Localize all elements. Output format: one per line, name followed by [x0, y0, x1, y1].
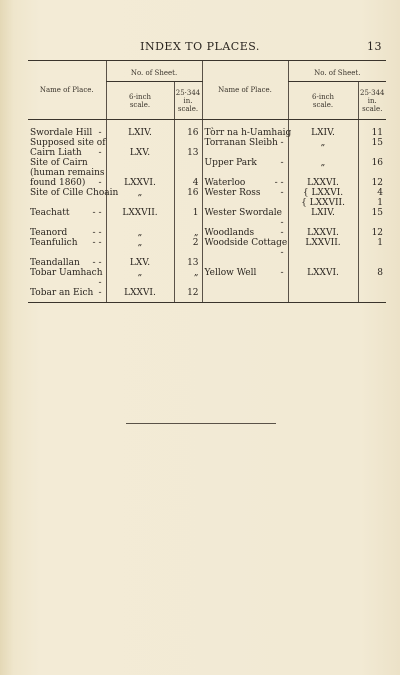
sheet-25inch-left-text: 16 — [187, 187, 199, 198]
sheet-25inch-right-text: 12 — [371, 227, 384, 238]
sheet-25inch-left-text: „ — [193, 267, 199, 278]
sheet-6inch-right-text: „ — [320, 137, 326, 148]
sheet-25inch-left-text: 2 — [192, 237, 199, 248]
table-row — [28, 148, 386, 158]
sheet-6inch-right-text: { LXXVI. — [302, 187, 344, 198]
place-name-right — [202, 288, 288, 298]
sheet-25inch-left — [174, 208, 202, 228]
place-name-left-text: Tobar Uamhach — [30, 267, 103, 278]
sheet-6inch-left-text: „ — [137, 227, 143, 238]
sheet-25inch-left — [174, 238, 202, 258]
header-25inch-right: 25·344 in. scale. — [358, 82, 386, 120]
place-name-left — [28, 148, 106, 158]
sheet-25inch-left-text: 13 — [187, 147, 199, 158]
sheet-25inch-left-text: „ — [193, 227, 199, 238]
table-row — [28, 268, 386, 288]
place-name-right-text: Tòrr na h-Uamhaig — [204, 127, 292, 138]
sheet-25inch-left — [174, 198, 202, 208]
place-name-left — [28, 238, 106, 258]
sheet-25inch-right — [358, 268, 386, 288]
section-divider — [126, 423, 276, 424]
sheet-25inch-left — [174, 128, 202, 138]
place-name-right — [202, 258, 288, 268]
sheet-6inch-left — [106, 268, 174, 288]
page-title: INDEX TO PLACES. — [140, 40, 260, 53]
sheet-25inch-right — [358, 288, 386, 298]
sheet-25inch-right — [358, 228, 386, 238]
leader-dashes: - — [98, 177, 102, 188]
leader-dashes: - — [98, 127, 102, 138]
table-row — [28, 128, 386, 138]
sheet-6inch-left — [106, 228, 174, 238]
sheet-6inch-left — [106, 198, 174, 208]
sheet-6inch-left — [106, 258, 174, 268]
place-name-right-text: Waterloo — [204, 177, 246, 188]
leader-dashes: - - — [92, 257, 102, 268]
sheet-25inch-right — [358, 198, 386, 208]
table-row — [28, 198, 386, 208]
table-row — [28, 258, 386, 268]
place-name-right-text: Upper Park — [204, 157, 257, 168]
sheet-6inch-left-text: „ — [137, 237, 143, 248]
index-table — [28, 60, 386, 303]
sheet-6inch-left-text: LXXVI. — [124, 287, 156, 298]
sheet-25inch-right — [358, 178, 386, 188]
sheet-25inch-left-text: 16 — [187, 127, 199, 138]
sheet-25inch-right-text: 16 — [371, 157, 384, 168]
sheet-6inch-right — [288, 158, 358, 168]
sheet-6inch-right — [288, 238, 358, 258]
place-name-left-text: Supposed site of — [30, 137, 106, 148]
place-name-left-text: Teanord — [30, 227, 68, 238]
sheet-25inch-right-text: 15 — [371, 207, 384, 218]
table-row — [28, 138, 386, 148]
sheet-6inch-right — [288, 208, 358, 228]
table-row — [28, 188, 386, 198]
place-name-left — [28, 288, 106, 298]
sheet-6inch-right — [288, 148, 358, 158]
sheet-6inch-right — [288, 268, 358, 288]
leader-dashes: - — [280, 227, 284, 238]
sheet-6inch-right — [288, 188, 358, 198]
sheet-6inch-left — [106, 158, 174, 168]
sheet-25inch-left — [174, 188, 202, 198]
place-name-left-text: Site of Cairn — [30, 157, 88, 168]
place-name-right — [202, 238, 288, 258]
place-name-left-text: Site of Cille Choain — [30, 187, 119, 198]
leader-dashes: - — [98, 277, 102, 288]
sheet-6inch-right-text: LXIV. — [311, 207, 335, 218]
header-6inch-left: 6-inch scale. — [106, 82, 174, 120]
sheet-6inch-right-text: LXIV. — [311, 127, 335, 138]
sheet-6inch-right-text: LXXVI. — [307, 177, 339, 188]
sheet-6inch-right — [288, 228, 358, 238]
place-name-left — [28, 128, 106, 138]
place-name-right — [202, 228, 288, 238]
sheet-6inch-right-text: LXXVII. — [305, 237, 341, 248]
page-number: 13 — [367, 40, 382, 53]
place-name-left-text: Tobar an Eich — [30, 287, 94, 298]
sheet-25inch-left-text: 4 — [192, 177, 199, 188]
place-name-right — [202, 268, 288, 288]
sheet-6inch-right-text: LXXVI. — [307, 227, 339, 238]
sheet-6inch-right — [288, 138, 358, 148]
sheet-6inch-left — [106, 288, 174, 298]
sheet-6inch-right — [288, 178, 358, 188]
sheet-6inch-left — [106, 168, 174, 178]
table-row — [28, 158, 386, 168]
sheet-6inch-left-text: „ — [137, 267, 143, 278]
sheet-6inch-left-text: LXV. — [129, 147, 151, 158]
table-row — [28, 168, 386, 178]
place-name-left — [28, 208, 106, 228]
place-name-left — [28, 258, 106, 268]
leader-dashes: - — [280, 247, 284, 258]
place-name-left-text: Cairn Liath — [30, 147, 82, 158]
place-name-right-text: Wester Ross — [204, 187, 261, 198]
table-row — [28, 238, 386, 258]
header-sheet-right: No. of Sheet. — [288, 61, 386, 82]
leader-dashes: - - — [274, 177, 284, 188]
sheet-25inch-left — [174, 148, 202, 158]
place-name-left-text: Teandallan — [30, 257, 80, 268]
table-row — [28, 208, 386, 228]
header-name-left: Name of Place. — [28, 61, 106, 120]
index-table-header — [28, 61, 386, 120]
place-name-left-text: (human remains — [30, 167, 105, 178]
place-name-left — [28, 268, 106, 288]
place-name-left — [28, 138, 106, 148]
sheet-25inch-right — [358, 158, 386, 168]
sheet-25inch-right — [358, 208, 386, 228]
sheet-25inch-right — [358, 128, 386, 138]
leader-dashes: - - — [92, 207, 102, 218]
table-row — [28, 178, 386, 188]
running-header — [0, 40, 400, 56]
leader-dashes: - — [280, 217, 284, 228]
sheet-6inch-left-text: LXV. — [129, 257, 151, 268]
leader-dashes: - — [98, 287, 102, 298]
sheet-6inch-right — [288, 258, 358, 268]
sheet-6inch-left — [106, 138, 174, 148]
sheet-25inch-right-text: 11 — [371, 127, 384, 138]
sheet-25inch-right-text: 8 — [377, 267, 384, 278]
sheet-25inch-left-text: 1 — [192, 207, 199, 218]
sheet-25inch-left — [174, 178, 202, 188]
sheet-25inch-right — [358, 168, 386, 178]
place-name-left — [28, 187, 119, 198]
sheet-6inch-right-text: { LXXVII. — [301, 197, 345, 208]
sheet-25inch-left — [174, 168, 202, 178]
place-name-right — [202, 158, 288, 168]
leader-dashes: - — [280, 137, 284, 148]
leader-dashes: - — [280, 187, 284, 198]
sheet-25inch-left — [174, 138, 202, 148]
place-name-right — [202, 188, 288, 198]
sheet-25inch-right — [358, 148, 386, 158]
sheet-25inch-right — [358, 238, 386, 258]
sheet-25inch-left — [174, 228, 202, 238]
sheet-25inch-right-text: 12 — [371, 177, 384, 188]
sheet-6inch-left-text: „ — [137, 187, 143, 198]
place-name-left — [28, 168, 106, 178]
sheet-25inch-left-text: 13 — [187, 257, 199, 268]
sheet-6inch-left — [106, 148, 174, 158]
sheet-6inch-right — [288, 288, 358, 298]
header-25inch-left: 25·344 in. scale. — [174, 82, 202, 120]
sheet-6inch-left — [106, 178, 174, 188]
place-name-left-text: Teanfulich — [30, 237, 78, 248]
place-name-right-text: Yellow Well — [204, 267, 257, 278]
index-table-body — [28, 120, 386, 298]
place-name-left-text: Teachatt — [30, 207, 70, 218]
place-name-left-text: found 1860) — [30, 177, 86, 188]
sheet-6inch-left-text: LXXVI. — [124, 177, 156, 188]
leader-dashes: - — [280, 267, 284, 278]
sheet-25inch-left — [174, 288, 202, 298]
place-name-left-text: Swordale Hill — [30, 127, 93, 138]
leader-dashes: - — [280, 157, 284, 168]
place-name-right — [202, 198, 288, 208]
place-name-right — [202, 168, 288, 178]
sheet-25inch-left-text: 12 — [187, 287, 199, 298]
header-sheet-left: No. of Sheet. — [106, 61, 202, 82]
sheet-25inch-right — [358, 188, 386, 198]
sheet-6inch-right — [288, 128, 358, 138]
place-name-right-text: Torranan Sleibh — [204, 137, 278, 148]
table-row — [28, 288, 386, 298]
place-name-right-text: Woodside Cottage — [204, 237, 288, 248]
place-name-right — [202, 178, 288, 188]
place-name-right — [202, 148, 288, 158]
sheet-6inch-right — [288, 198, 358, 208]
sheet-6inch-right-text: LXXVI. — [307, 267, 339, 278]
sheet-6inch-right-text: „ — [320, 157, 326, 168]
sheet-25inch-right-text: 4 — [377, 187, 384, 198]
place-name-left — [28, 198, 106, 208]
sheet-6inch-right — [288, 168, 358, 178]
place-name-right — [202, 208, 288, 228]
leader-dashes: - - — [92, 237, 102, 248]
header-6inch-right: 6-inch scale. — [288, 82, 358, 120]
place-name-right-text: Wester Swordale — [204, 207, 283, 218]
place-name-left — [28, 158, 106, 168]
sheet-25inch-left — [174, 258, 202, 268]
sheet-6inch-left — [106, 238, 174, 258]
sheet-25inch-left — [174, 268, 202, 288]
sheet-6inch-left — [106, 128, 174, 138]
sheet-6inch-left-text: LXXVII. — [122, 207, 158, 218]
table-row — [28, 228, 386, 238]
sheet-6inch-left — [106, 208, 174, 228]
sheet-25inch-right-text: 1 — [377, 197, 384, 208]
sheet-25inch-left — [174, 158, 202, 168]
leader-dashes: - — [98, 147, 102, 158]
sheet-6inch-left-text: LXIV. — [128, 127, 152, 138]
sheet-25inch-right-text: 1 — [377, 237, 384, 248]
leader-dashes: - - — [92, 227, 102, 238]
sheet-25inch-right — [358, 138, 386, 148]
place-name-left — [28, 228, 106, 238]
place-name-right-text: Woodlands — [204, 227, 255, 238]
sheet-25inch-right-text: 15 — [371, 137, 384, 148]
header-name-right: Name of Place. — [202, 61, 288, 120]
sheet-25inch-right — [358, 258, 386, 268]
place-name-right — [202, 127, 292, 138]
place-name-left — [28, 178, 106, 188]
place-name-right — [202, 138, 288, 148]
spacer-row — [28, 120, 386, 128]
